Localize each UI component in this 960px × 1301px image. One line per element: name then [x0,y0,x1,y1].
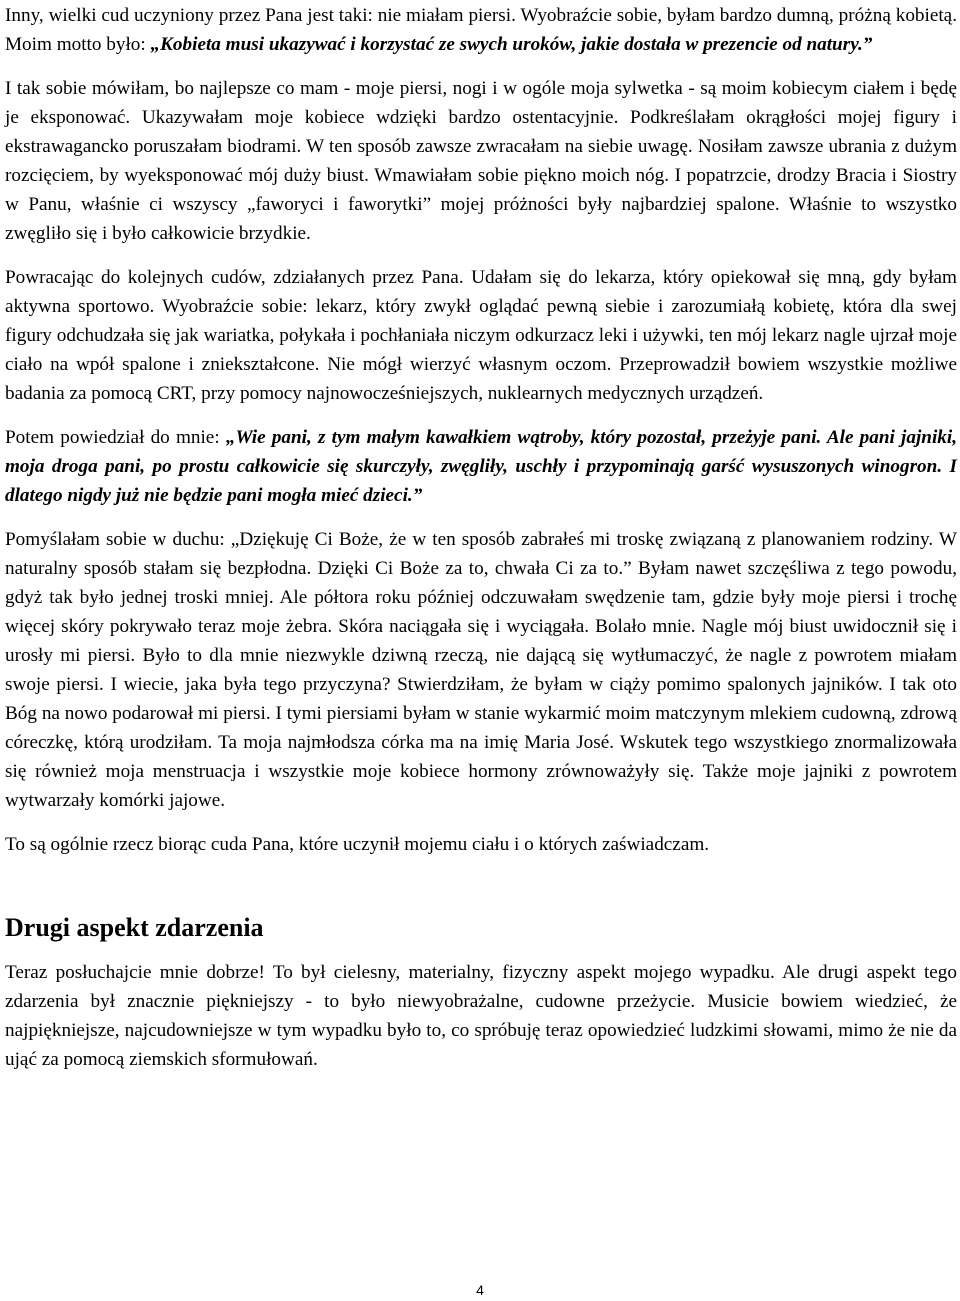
paragraph-4 [5,423,957,510]
doctor-quote: „Wie pani, z tym małym kawałkiem wątroby, który pozostał, przeżyje pani. Ale pani jajniki, moja droga pani, po prostu całkowicie się skurczyły, zwęgliły, uschły i przypominają garść wysuszonych winogron. I dlatego nigdy już nie będzie pani mogła mieć dzieci.” [5,427,957,506]
paragraph-7: Teraz posłuchajcie mnie dobrze! To był cielesny, materialny, fizyczny aspekt mojego wypadku. Ale drugi aspekt tego zdarzenia był znacznie piękniejszy - to było niewyobrażalne, cudowne przeżycie. Musicie bowiem wiedzieć, że najpiękniejsze, najcudowniejsze w tym wypadku było to, co spróbuję teraz opowiedzieć ludzkimi słowami, mimo że nie da ująć za pomocą ziemskich sformułowań. [5,962,957,1070]
paragraph-4-text: Potem powiedział do mnie: [5,427,226,448]
paragraph-5: Pomyślałam sobie w duchu: „Dziękuję Ci Boże, że w ten sposób zabrałeś mi troskę związaną z planowaniem rodziny. W naturalny sposób stałam się bezpłodna. Dzięki Ci Boże za to, chwała Ci za to.” Byłam nawet szczęśliwa z tego powodu, gdyż tak było jednej troski mniej. Ale półtora roku później odczuwałam swędzenie tam, gdzie były moje piersi i trochę więcej skóry pokrywało teraz moje żebra. Skóra naciągała się i wyciągała. Bolało mnie. Nagle mój biust uwidocznił się i urosły mi piersi. Było to dla mnie niezwykle dziwną rzeczą, nie dającą się wytłumaczyć, że nagle z powrotem miałam swoje piersi. I wiecie, jaka była tego przyczyna? Stwierdziłam, że byłam w ciąży pomimo spalonych jajników. I tak oto Bóg na nowo podarował mi piersi. I tymi piersiami byłam w stanie wykarmić moim matczynym mlekiem cudowną, zdrową córeczkę, którą urodziłam. Ta moja najmłodsza córka ma na imię Maria José. Wskutek tego wszystkiego znormalizowała się również moja menstruacja i wszystkie moje kobiece hormony zrównoważyły się. Także moje jajniki z powrotem wytwarzały komórki jajowe. [5,529,957,811]
paragraph-2: I tak sobie mówiłam, bo najlepsze co mam - moje piersi, nogi i w ogóle moja sylwetka - są moim kobiecym ciałem i będę je eksponować. Ukazywałam moje kobiece wdzięki bardzo ostentacyjnie. Podkreślałam okrągłości mojej figury i ekstrawagancko poruszałam biodrami. W ten sposób zawsze zwracałam na siebie uwagę. Nosiłam zawsze ubrania z dużym rozcięciem, by wyeksponować mój duży biust. Wmawiałam sobie piękno moich nóg. I popatrzcie, drodzy Bracia i Siostry w Panu, właśnie ci wszyscy „faworyci i faworytki” mojej próżności były najbardziej spalone. Właśnie to wszystko zwęgliło się i było całkowicie brzydkie. [5,78,957,244]
paragraph-1-text: Inny, wielki cud uczyniony przez Pana jest taki: nie miałam piersi. Wyobraźcie sobie, byłam bardzo dumną, próżną kobietą. Moim motto było: [5,5,957,55]
paragraph-1 [5,1,957,59]
paragraph-3: Powracając do kolejnych cudów, zdziałanych przez Pana. Udałam się do lekarza, który opiekował się mną, gdy byłam aktywna sportowo. Wyobraźcie sobie: lekarz, który zwykł oglądać pewną siebie i zarozumiałą kobietę, która dla swej figury odchudzała się jak wariatka, połykała i pochłaniała niczym odkurzacz leki i używki, ten mój lekarz nagle ujrzał moje ciało na wpół spalone i zniekształcone. Nie mógł wierzyć własnym oczom. Przeprowadził bowiem wszystkie możliwe badania za pomocą CRT, przy pomocy najnowocześniejszych, nuklearnych medycznych urządzeń. [5,267,957,404]
page-number: 4 [476,1282,484,1298]
paragraph-6: To są ogólnie rzecz biorąc cuda Pana, które uczynił mojemu ciału i o których zaświadczam. [5,834,710,855]
motto-quote: „Kobieta musi ukazywać i korzystać ze swych uroków, jakie dostała w prezencie od natury.” [150,34,873,55]
section-heading: Drugi aspekt zdarzenia [5,913,264,942]
document-page [5,0,957,1074]
